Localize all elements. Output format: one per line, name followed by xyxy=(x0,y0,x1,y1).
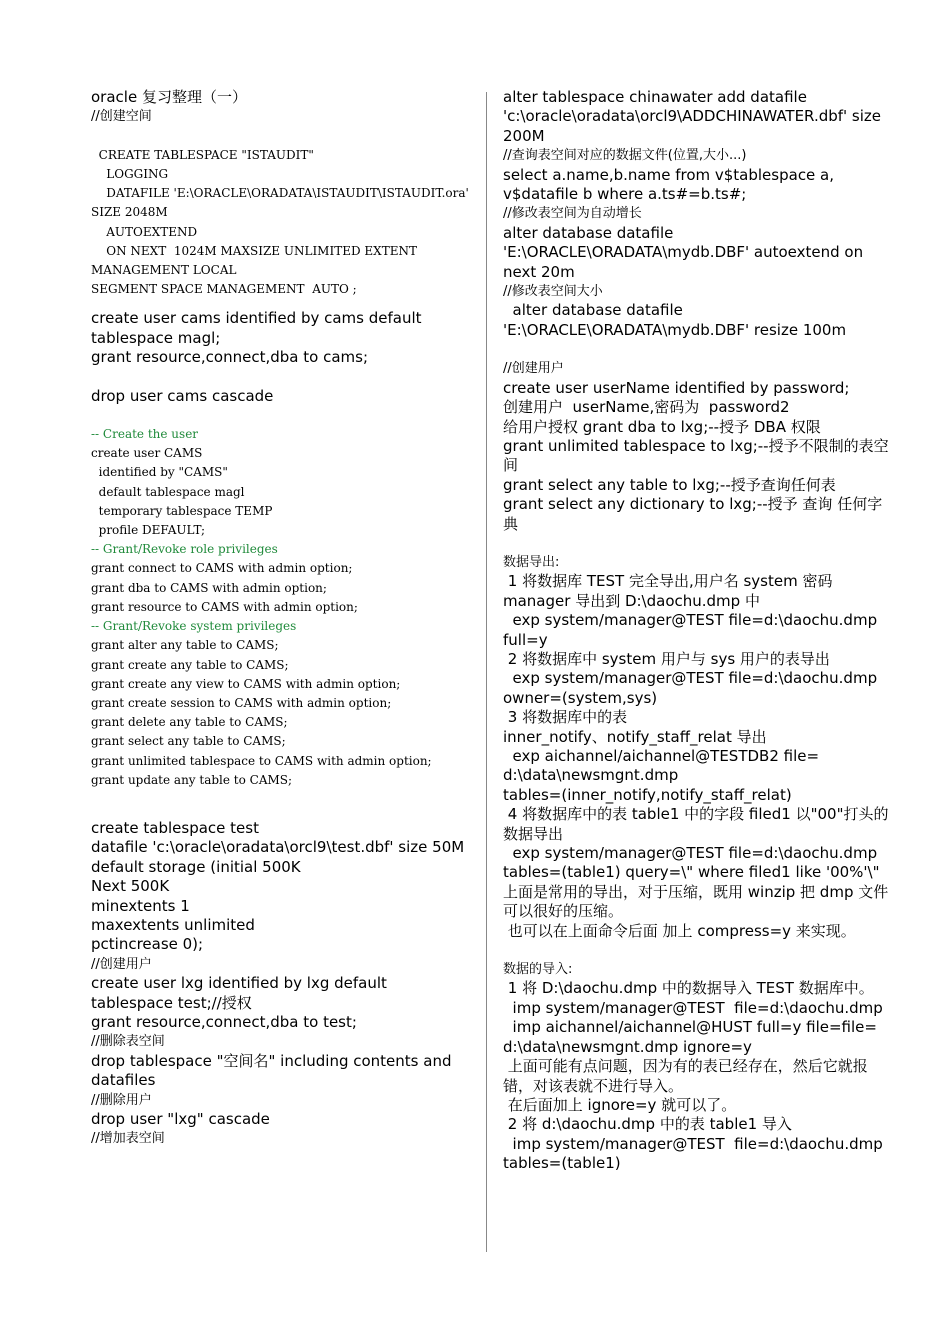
right-text-line: 上面可能有点问题，因为有的表已经存在，然后它就报错，对该表就不进行导入。 xyxy=(503,1057,868,1095)
left-text-line: identified by "CAMS" xyxy=(91,465,228,480)
left-text-line: create user lxg identified by lxg default tablespace test;//授权 xyxy=(91,974,392,1012)
right-text-line: 也可以在上面命令后面 加上 compress=y 来实现。 xyxy=(503,921,856,940)
left-text-line: ON NEXT 1024M MAXSIZE UNLIMITED EXTENT MANAGEMENT LOCAL xyxy=(91,243,421,278)
right-text-line: 2 将数据库中 system 用户与 sys 用户的表导出 xyxy=(503,649,830,668)
column-divider xyxy=(486,92,487,1252)
spacer xyxy=(91,790,469,809)
left-text-line: //创建空间 xyxy=(91,109,152,125)
left-text-line: //删除表空间 xyxy=(91,1034,165,1050)
left-text-line: drop tablespace "空间名" including contents and datafiles xyxy=(91,1051,457,1090)
spacer xyxy=(91,406,469,425)
right-text-line: 在后面加上 ignore=y 就可以了。 xyxy=(503,1095,737,1114)
spacer xyxy=(503,534,891,553)
left-text-line: -- Create the user xyxy=(91,427,199,442)
right-text-line: exp aichannel/aichannel@TESTDB2 file= d:\data\newsmgnt.dmp xyxy=(503,747,824,785)
left-text-line: grant resource,connect,dba to cams; xyxy=(91,348,368,367)
right-text-line: tables=(inner_notify,notify_staff_relat) xyxy=(503,785,792,804)
spacer xyxy=(91,299,469,309)
left-text-line: grant delete any table to CAMS; xyxy=(91,715,288,730)
left-text-line: grant update any table to CAMS; xyxy=(91,772,293,787)
left-text-line: //删除用户 xyxy=(91,1092,152,1108)
left-text-line: grant select any table to CAMS; xyxy=(91,734,286,749)
left-text-line: -- Grant/Revoke system privileges xyxy=(91,619,297,634)
spacer xyxy=(503,941,891,960)
right-text-line: alter database datafile 'E:\ORACLE\ORADATA\mydb.DBF' resize 100m xyxy=(503,301,847,339)
right-column xyxy=(503,88,891,1174)
right-text-line: 1 将数据库 TEST 完全导出,用户名 system 密码 manager 导出到 D:\daochu.dmp 中 xyxy=(503,572,838,610)
left-text-line: grant create session to CAMS with admin option; xyxy=(91,695,392,710)
left-column xyxy=(91,88,473,1149)
left-text-line: drop user cams cascade xyxy=(91,386,274,405)
right-text-line: grant select any table to lxg;--授予查询任何表 xyxy=(503,475,836,494)
left-text-line: minextents 1 xyxy=(91,896,190,915)
right-text-line: 给用户授权 grant dba to lxg;--授予 DBA 权限 xyxy=(503,417,821,436)
right-text-line: create user userName identified by password; xyxy=(503,378,850,397)
right-text-line: 4 将数据库中的表 table1 中的字段 filed1 以"00"打头的数据导出 xyxy=(503,805,889,843)
left-text-line: default storage (initial 500K xyxy=(91,857,301,876)
left-text-line: create tablespace test xyxy=(91,818,259,837)
left-text-line: //增加表空间 xyxy=(91,1131,165,1147)
spacer xyxy=(91,809,469,819)
left-text-line: temporary tablespace TEMP xyxy=(91,503,273,518)
right-text-line: 2 将 d:\daochu.dmp 中的表 table1 导入 xyxy=(503,1115,792,1134)
left-text-line: create user cams identified by cams default tablespace magl; xyxy=(91,309,427,347)
left-text-line: grant connect to CAMS with admin option; xyxy=(91,561,353,576)
left-text-line: pctincrease 0); xyxy=(91,935,204,954)
right-text-line: inner_notify、notify_staff_relat 导出 xyxy=(503,727,767,746)
right-text-line: grant unlimited tablespace to lxg;--授予不限制的表空间 xyxy=(503,436,889,475)
left-text-line: oracle 复习整理（一） xyxy=(91,88,247,106)
right-text-line: 数据的导入: xyxy=(503,962,573,978)
right-text-line: //查询表空间对应的数据文件(位置,大小...) xyxy=(503,148,747,164)
left-text-line: AUTOEXTEND xyxy=(91,224,198,239)
left-text-line: grant unlimited tablespace to CAMS with admin option; xyxy=(91,753,432,768)
right-text-line: 创建用户 userName,密码为 password2 xyxy=(503,398,790,417)
left-text-line: SEGMENT SPACE MANAGEMENT AUTO ; xyxy=(91,282,357,297)
left-text-line: grant alter any table to CAMS; xyxy=(91,638,279,653)
right-text-line: grant select any dictionary to lxg;--授予 查询 任何字典 xyxy=(503,495,883,533)
right-text-line: imp system/manager@TEST file=d:\daochu.dmp xyxy=(503,998,883,1017)
left-text-line: profile DEFAULT; xyxy=(91,523,206,538)
left-text-line: grant resource,connect,dba to test; xyxy=(91,1012,357,1031)
right-text-line: exp system/manager@TEST file=d:\daochu.dmp owner=(system,sys) xyxy=(503,669,882,707)
left-text-line: grant dba to CAMS with admin option; xyxy=(91,580,327,595)
right-text-line: //创建用户 xyxy=(503,361,564,377)
spacer xyxy=(91,127,469,146)
left-text-line: drop user "lxg" cascade xyxy=(91,1110,270,1129)
left-text-line: grant create any table to CAMS; xyxy=(91,657,289,672)
right-text-line: exp system/manager@TEST file=d:\daochu.dmp tables=(table1) query=\" where filed1 like '00%'\" 上面是常用的导出，对于压缩，既用 winzip 把 dmp 文件可以很好的压缩。 xyxy=(503,844,889,921)
left-text-line: grant resource to CAMS with admin option; xyxy=(91,599,358,614)
right-text-line: 3 将数据库中的表 xyxy=(503,708,628,727)
left-text-line: DATAFILE 'E:\ORACLE\ORADATA\ISTAUDIT\ISTAUDIT.ora' SIZE 2048M xyxy=(91,186,473,220)
left-text-line: LOGGING xyxy=(91,167,169,182)
spacer xyxy=(503,340,891,359)
right-text-line: alter tablespace chinawater add datafile 'c:\oracle\oradata\orcl9\ADDCHINAWATER.dbf' size 200M xyxy=(503,88,886,145)
left-text-line: //创建用户 xyxy=(91,956,152,972)
right-text-line: 数据导出: xyxy=(503,554,560,570)
right-text-line: exp system/manager@TEST file=d:\daochu.dmp full=y xyxy=(503,611,882,649)
left-text-line: maxextents unlimited xyxy=(91,915,255,934)
right-text-line: select a.name,b.name from v$tablespace a, v$datafile b where a.ts#=b.ts#; xyxy=(503,165,839,204)
left-text-line: grant create any view to CAMS with admin option; xyxy=(91,676,401,691)
left-text-line: -- Grant/Revoke role privileges xyxy=(91,542,278,557)
spacer xyxy=(91,368,469,387)
right-text-line: //修改表空间为自动增长 xyxy=(503,206,642,222)
right-text-line: 1 将 D:\daochu.dmp 中的数据导入 TEST 数据库中。 xyxy=(503,979,874,998)
right-text-line: imp system/manager@TEST file=d:\daochu.dmp tables=(table1) xyxy=(503,1134,893,1173)
left-text-line: default tablespace magl xyxy=(91,484,245,499)
left-text-line: datafile 'c:\oracle\oradata\orcl9\test.dbf' size 50M xyxy=(91,838,465,857)
right-text-line: alter database datafile 'E:\ORACLE\ORADATA\mydb.DBF' autoextend on next 20m xyxy=(503,223,868,281)
right-text-line: imp aichannel/aichannel@HUST full=y file=file= d:\data\newsmgnt.dmp ignore=y xyxy=(503,1018,882,1056)
left-text-line: Next 500K xyxy=(91,877,170,896)
left-text-line: CREATE TABLESPACE "ISTAUDIT" xyxy=(91,147,314,162)
right-text-line: //修改表空间大小 xyxy=(503,284,603,300)
left-text-line: create user CAMS xyxy=(91,446,203,461)
